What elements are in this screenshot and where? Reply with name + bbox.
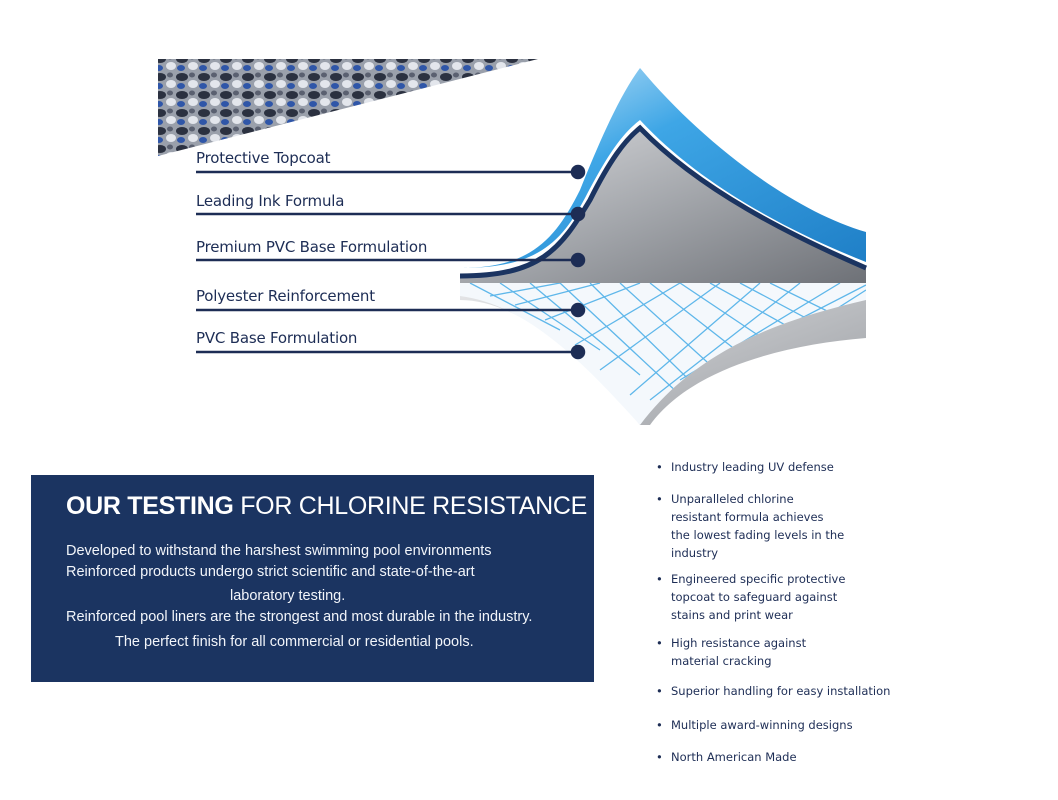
bullet-icon: •	[656, 636, 663, 650]
testing-line-1: Developed to withstand the harshest swimming pool environments	[66, 543, 492, 559]
layer-label-ink: Leading Ink Formula	[196, 192, 345, 210]
bullet-icon: •	[656, 572, 663, 586]
layer-label-pvc-base: PVC Base Formulation	[196, 329, 358, 347]
feature-text: High resistance against material cracking	[671, 636, 807, 668]
layer-label-topcoat: Protective Topcoat	[196, 149, 331, 167]
testing-line-5: The perfect finish for all commercial or residential pools.	[115, 634, 474, 650]
feature-text: Unparalleled chlorine resistant formula achieves the lowest fading levels in the industry	[671, 492, 845, 560]
testing-title-bold: OUR TESTING	[66, 492, 234, 520]
testing-title	[66, 492, 586, 521]
feature-text: Industry leading UV defense	[671, 460, 834, 474]
testing-line-3: laboratory testing.	[230, 588, 346, 604]
feature-text: Superior handling for easy installation	[671, 684, 891, 698]
feature-text: Engineered specific protective topcoat to safeguard against stains and print wear	[671, 572, 846, 622]
mosaic-swatch	[158, 59, 538, 156]
feature-text: North American Made	[671, 750, 797, 764]
testing-title-rest: FOR CHLORINE RESISTANCE	[240, 492, 588, 520]
testing-panel	[31, 475, 594, 682]
testing-line-4: Reinforced pool liners are the strongest and most durable in the industry.	[66, 609, 533, 625]
layer-label-polyester: Polyester Reinforcement	[196, 287, 375, 305]
bullet-icon: •	[656, 750, 663, 764]
bullet-icon: •	[656, 718, 663, 732]
layer-label-premium-pvc: Premium PVC Base Formulation	[196, 238, 428, 256]
bullet-icon: •	[656, 684, 663, 698]
feature-text: Multiple award-winning designs	[671, 718, 853, 732]
bullet-icon: •	[656, 492, 663, 506]
bullet-icon: •	[656, 460, 663, 474]
testing-line-2: Reinforced products undergo strict scientific and state-of-the-art	[66, 564, 475, 580]
